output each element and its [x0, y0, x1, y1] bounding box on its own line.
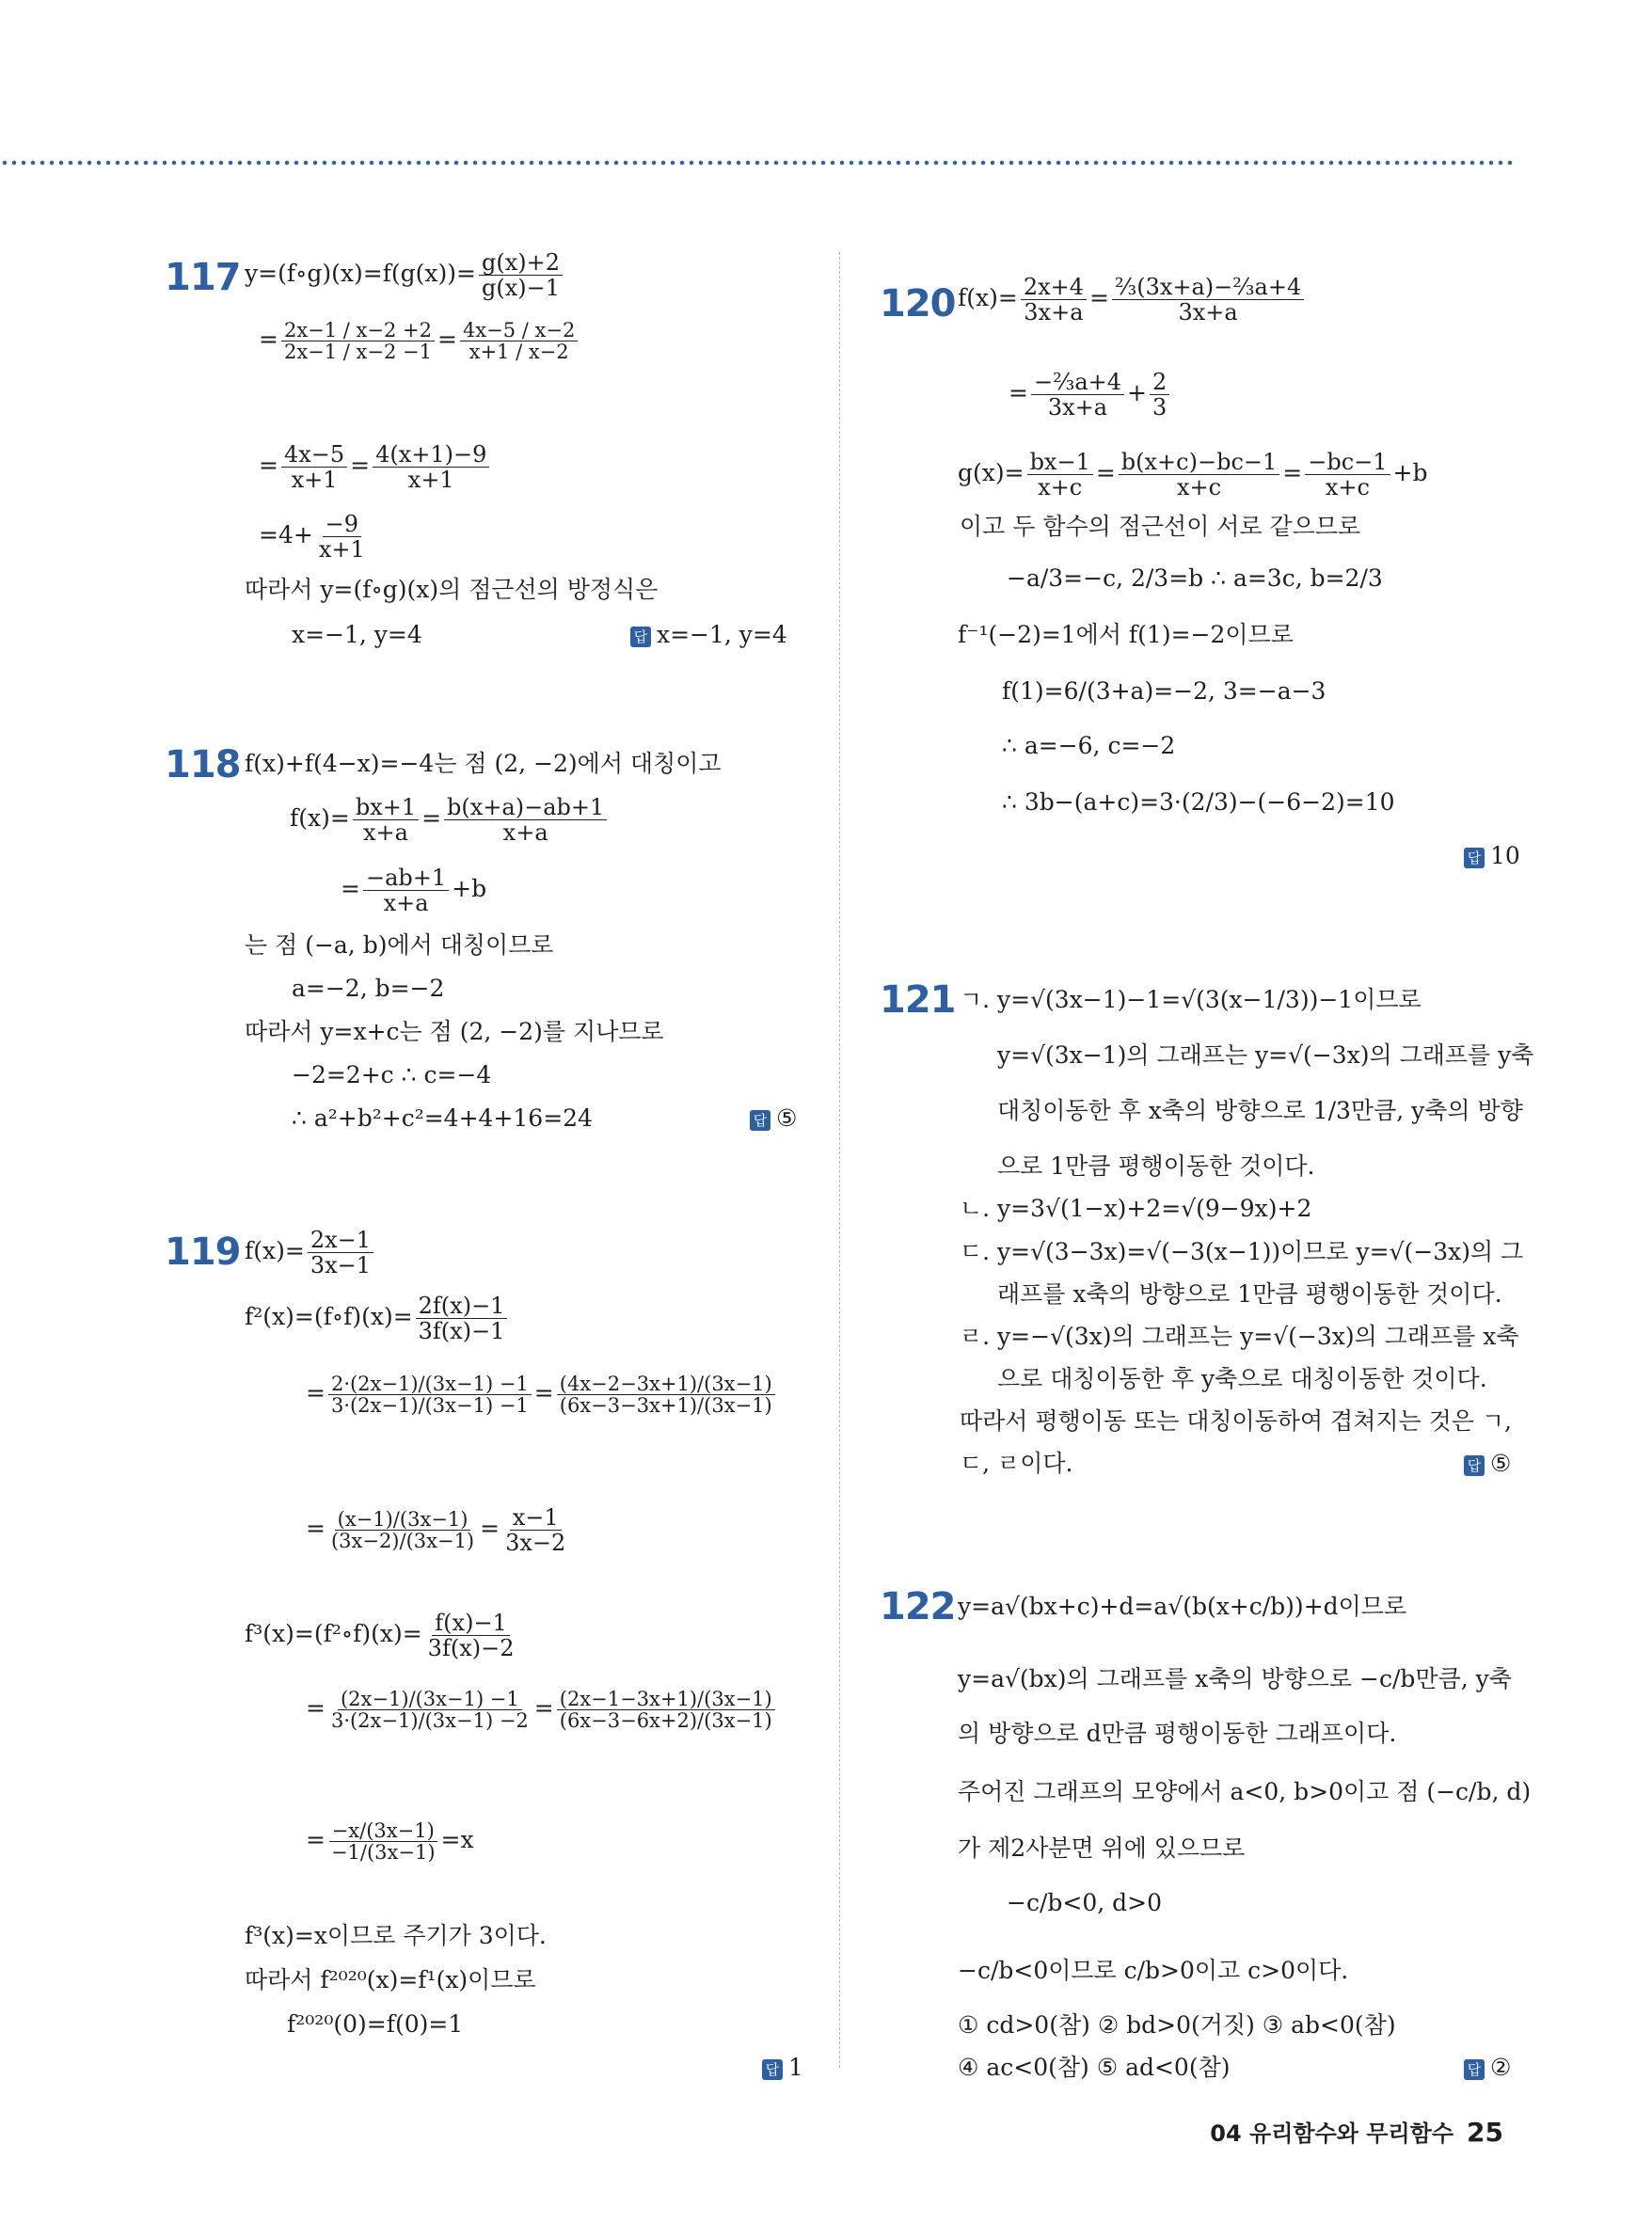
p118-line6: 따라서 y=x+c는 점 (2, −2)를 지나므로 [245, 1018, 664, 1045]
p119-line5: f³(x)=(f²∘f)(x)= $\frac{f(x)-1}{3f(x)-2}$ [245, 1610, 515, 1661]
p119-line9: 따라서 f²⁰²⁰(x)=f¹(x)이므로 [245, 1966, 536, 1993]
page-number: 25 [1467, 2117, 1503, 2148]
p118-line5: a=−2, b=−2 [292, 975, 445, 1002]
p118-line8: ∴ a²+b²+c²=4+4+16=24 [292, 1104, 593, 1132]
p120-line1: f(x)= $\frac{2x+4}{3x+a}$ = $\frac{\text{⅔(3x+a)−⅔a+4}}{3x+a}$ [958, 275, 1307, 325]
p119-line2: f²(x)=(f∘f)(x)= $\frac{2f(x)-1}{3f(x)-1}$ [245, 1294, 510, 1343]
p120-line4: 이고 두 함수의 점근선이 서로 같으므로 [960, 513, 1361, 540]
p119-line4: = $\frac{(x-1)/(3x-1)}{(3x-2)/(3x-1)}$ = $\frac{x-1}{3x-2}$ [306, 1504, 566, 1556]
p120-line5: −a/3=−c, 2/3=b ∴ a=3c, b=2/3 [1007, 564, 1383, 592]
p121-line10: 따라서 평행이동 또는 대칭이동하여 겹쳐지는 것은 ㄱ, [960, 1407, 1512, 1435]
p121-line11: ㄷ, ㄹ이다. [960, 1450, 1073, 1477]
p118-line3: = $\frac{-ab+1}{x+a}$ +b [341, 865, 487, 916]
p117-line3: = $\frac{4x-5}{x+1}$ = $\frac{4(x+1)-9}{x+1}$ [259, 442, 492, 492]
p122-line6: −c/b<0, d>0 [1007, 1889, 1162, 1916]
p119-line6: = $\frac{(2x-1)/(3x-1) -1}{3\cdot(2x-1)/(3x-1) -2}$ = $\frac{(2x-1-3x+1)/(3x-1)}{(6x-3-6x+2)/(3x-1)}$ [306, 1689, 778, 1731]
p122-answer: 답 ② [1464, 2054, 1511, 2081]
p122-line5: 가 제2사분면 위에 있으므로 [958, 1834, 1246, 1862]
p122-line2: y=a√(bx)의 그래프를 x축의 방향으로 −c/b만큼, y축 [958, 1665, 1512, 1692]
p122-line8: ① cd>0(참) ② bd>0(거짓) ③ ab<0(참) [958, 2011, 1396, 2039]
p122-line9: ④ ac<0(참) ⑤ ad<0(참) [958, 2054, 1231, 2081]
p120-line3: g(x)= $\frac{bx-1}{x+c}$ = $\frac{b(x+c)-bc-1}{x+c}$ = $\frac{-bc-1}{x+c}$ +b [958, 449, 1428, 500]
problem-number-120: 120 [880, 282, 956, 326]
p121-line3: 대칭이동한 후 x축의 방향으로 1/3만큼, y축의 방향 [997, 1097, 1523, 1124]
p120-answer: 답 10 [1464, 842, 1520, 869]
p122-line4: 주어진 그래프의 모양에서 a<0, b>0이고 점 (−c/b, d) [958, 1778, 1532, 1805]
column-divider [839, 252, 840, 2068]
p119-answer: 답 1 [762, 2054, 803, 2081]
p117-line6: x=−1, y=4 [292, 621, 422, 648]
dotted-rule [0, 160, 1517, 166]
p120-line7: f(1)=6/(3+a)=−2, 3=−a−3 [1002, 677, 1326, 705]
p122-line7: −c/b<0이므로 c/b>0이고 c>0이다. [958, 1957, 1349, 1984]
p121-line2: y=√(3x−1)의 그래프는 y=√(−3x)의 그래프를 y축 [997, 1041, 1534, 1069]
p119-line8: f³(x)=x이므로 주기가 3이다. [245, 1922, 547, 1949]
p120-line2: = $\frac{\text{−⅔a+4}}{3x+a}$ + $\frac{2}{3}$ [1009, 370, 1172, 420]
p121-line9: 으로 대칭이동한 후 y축으로 대칭이동한 것이다. [997, 1365, 1487, 1392]
p118-line1: f(x)+f(4−x)=−4는 점 (2, −2)에서 대칭이고 [245, 750, 722, 777]
p121-line6: ㄷ. y=√(3−3x)=√(−3(x−1))이므로 y=√(−3x)의 그 [960, 1238, 1524, 1265]
p119-line7: = $\frac{-x/(3x-1)}{-1/(3x-1)}$ =x [306, 1819, 474, 1864]
p121-line5: ㄴ. y=3√(1−x)+2=√(9−9x)+2 [960, 1195, 1312, 1222]
p121-line7: 래프를 x축의 방향으로 1만큼 평행이동한 것이다. [997, 1280, 1502, 1308]
p119-line10: f²⁰²⁰(0)=f(0)=1 [287, 2010, 464, 2038]
p121-line1: ㄱ. y=√(3x−1)−1=√(3(x−1/3))−1이므로 [960, 986, 1422, 1013]
p121-line8: ㄹ. y=−√(3x)의 그래프는 y=√(−3x)의 그래프를 x축 [960, 1323, 1519, 1350]
chapter-title: 04 유리함수와 무리함수 [1210, 2120, 1454, 2147]
p120-line9: ∴ 3b−(a+c)=3·(2/3)−(−6−2)=10 [1002, 788, 1395, 816]
p117-answer: 답 x=−1, y=4 [630, 621, 787, 648]
p118-line4: 는 점 (−a, b)에서 대칭이므로 [245, 931, 554, 959]
p122-line3: 의 방향으로 d만큼 평행이동한 그래프이다. [958, 1720, 1397, 1747]
p120-line8: ∴ a=−6, c=−2 [1002, 732, 1176, 759]
p117-line1: y=(f∘g)(x)=f(g(x))= $\frac{g(x)+2}{g(x)-1}$ [245, 250, 565, 300]
p118-line2: f(x)= $\frac{bx+1}{x+a}$ = $\frac{b(x+a)-ab+1}{x+a}$ [290, 795, 610, 845]
p122-line1: y=a√(bx+c)+d=a√(b(x+c/b))+d이므로 [958, 1593, 1407, 1620]
problem-number-117: 117 [165, 256, 241, 299]
p121-answer: 답 ⑤ [1464, 1450, 1511, 1477]
problem-number-118: 118 [165, 743, 241, 786]
p120-line6: f⁻¹(−2)=1에서 f(1)=−2이므로 [958, 621, 1294, 648]
problem-number-121: 121 [880, 978, 956, 1022]
p118-answer: 답 ⑤ [750, 1104, 797, 1132]
problem-number-119: 119 [165, 1231, 241, 1274]
page-footer [1210, 2115, 1503, 2148]
problem-number-122: 122 [880, 1585, 956, 1628]
p121-line4: 으로 1만큼 평행이동한 것이다. [997, 1152, 1315, 1180]
p117-line4: =4+ $\frac{-9}{x+1}$ [259, 511, 365, 563]
p117-line5: 따라서 y=(f∘g)(x)의 점근선의 방정식은 [245, 576, 659, 603]
p119-line1: f(x)= $\frac{2x-1}{3x-1}$ [245, 1228, 376, 1278]
p118-line7: −2=2+c ∴ c=−4 [292, 1061, 492, 1088]
p119-line3: = $\frac{2\cdot(2x-1)/(3x-1) -1}{3\cdot(2x-1)/(3x-1) -1}$ = $\frac{(4x-2-3x+1)/(3x-1)}{(6x-3-3x+1)/(3x-1)}$ [306, 1373, 778, 1416]
p117-line2: = $\frac{2x-1 / x-2 +2}{2x-1 / x-2 -1}$ = $\frac{4x-5 / x-2}{x+1 / x-2}$ [259, 320, 580, 362]
